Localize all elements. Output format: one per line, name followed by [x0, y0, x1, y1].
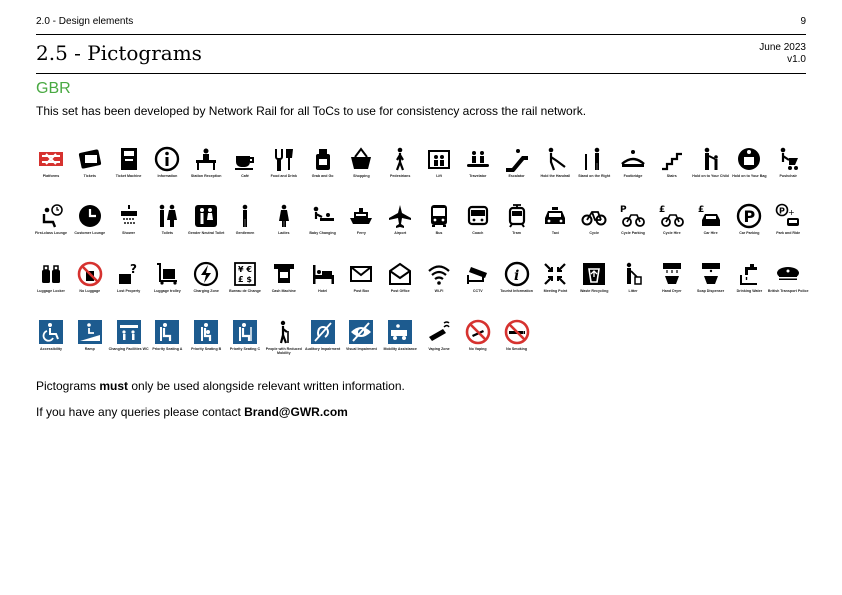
baby-change-icon [310, 203, 336, 229]
pictogram-item [458, 146, 498, 194]
svg-text:¥ €: ¥ € [238, 265, 252, 274]
pictogram-label: Auditory Impairment [305, 347, 341, 351]
svg-text:P: P [743, 207, 756, 226]
taxi-icon [542, 203, 568, 229]
car-hire-icon [698, 203, 724, 229]
pictogram-label: Meeting Point [543, 289, 568, 293]
neutral-toilet-icon [193, 203, 219, 229]
gentlemen-icon [232, 203, 258, 229]
pictogram-label: Drinking Water [736, 289, 763, 293]
pictogram-item [147, 319, 187, 367]
contact-email-link[interactable]: Brand@GWR.com [244, 405, 348, 419]
pictogram-label: Priority Seating C [229, 347, 261, 351]
gbr-subtitle: GBR [36, 80, 71, 97]
ticket-icon [77, 146, 103, 172]
pictogram-item [225, 319, 265, 367]
hand-dryer-icon [659, 261, 685, 287]
litter-icon [620, 261, 646, 287]
pictogram-label: No Smoking [506, 347, 528, 351]
pictogram-label: Soap Dispenser [697, 289, 725, 293]
lost-property-icon [116, 261, 142, 287]
hold-child-icon [698, 146, 724, 172]
svg-text:£ $: £ $ [238, 275, 252, 284]
pictogram-row [31, 146, 811, 194]
pictogram-label: Café [241, 174, 249, 178]
title-rule [36, 73, 806, 74]
pictogram-label: CCTV [472, 289, 483, 293]
footer-note-bold: must [99, 379, 129, 393]
rail-icon [38, 146, 64, 172]
svg-text:P: P [620, 205, 627, 215]
pictogram-item [303, 146, 343, 194]
pictogram-label: Information [157, 174, 178, 178]
cycle-parking-icon [620, 203, 646, 229]
pictogram-item [458, 203, 498, 251]
recycling-icon [581, 261, 607, 287]
pictogram-item [458, 261, 498, 309]
pictogram-label: Post Office [390, 289, 410, 293]
pictogram-item [574, 261, 614, 309]
svg-text:+: + [788, 208, 795, 217]
hold-bag-icon [736, 146, 762, 172]
pictogram-label: Cycle [589, 231, 599, 235]
pictogram-label: Cycle Hire [663, 231, 681, 235]
pictogram-label: Pushchair [779, 174, 797, 178]
pictogram-label: Ramp [84, 347, 95, 351]
post-office-icon [387, 261, 413, 287]
pictogram-item [109, 319, 149, 367]
footer-contact [36, 405, 348, 419]
pictogram-label: Hold on to Your Bag [732, 174, 767, 178]
pictogram-item [70, 146, 110, 194]
pictogram-item [70, 261, 110, 309]
pictogram-label: Wi-Fi [434, 289, 444, 293]
priority-seat-c-icon [232, 319, 258, 345]
pictogram-item [419, 261, 459, 309]
pictogram-item [380, 146, 420, 194]
footbridge-icon [620, 146, 646, 172]
pictogram-label: No Vaping [469, 347, 487, 351]
pictogram-label: Bus [435, 231, 443, 235]
pictogram-item [225, 203, 265, 251]
pictogram-item [691, 146, 731, 194]
pictogram-item [341, 203, 381, 251]
pictogram-item [186, 261, 226, 309]
pictogram-label: Lost Property [116, 289, 141, 293]
date-block [759, 42, 806, 66]
pictogram-item [652, 203, 692, 251]
pictogram-label: Post Box [353, 289, 370, 293]
footer-note [36, 379, 405, 393]
accessibility-icon [38, 319, 64, 345]
pictogram-label: Hotel [318, 289, 328, 293]
pictogram-item [652, 261, 692, 309]
pictogram-item [729, 203, 769, 251]
tap-icon [736, 261, 762, 287]
pictogram-item [419, 203, 459, 251]
handrail-icon [542, 146, 568, 172]
pictogram-row [31, 319, 811, 367]
pictogram-item [109, 261, 149, 309]
pictogram-label: Ticket Machine [115, 174, 142, 178]
pictogram-item [729, 146, 769, 194]
pictogram-label: Cash Machine [271, 289, 296, 293]
pictogram-label: Changing Facilities WC [108, 347, 149, 351]
pictogram-label: Ladies [278, 231, 290, 235]
version: v1.0 [787, 54, 806, 65]
bus-icon [426, 203, 452, 229]
pictogram-item [341, 319, 381, 367]
envelope-icon [348, 261, 374, 287]
pictogram-item [186, 146, 226, 194]
pictogram-item [380, 319, 420, 367]
priority-seat-a-icon [154, 319, 180, 345]
pictogram-label: Footbridge [623, 174, 643, 178]
stand-right-icon [581, 146, 607, 172]
pictogram-item [535, 261, 575, 309]
priority-seat-b-icon [193, 319, 219, 345]
pictogram-item [691, 261, 731, 309]
park-ride-icon [775, 203, 801, 229]
pictogram-label: Luggage Locker [37, 289, 65, 293]
pictogram-item [419, 146, 459, 194]
pictogram-label: Coach [472, 231, 484, 235]
pictogram-label: Luggage trolley [154, 289, 181, 293]
pedestrian-icon [387, 146, 413, 172]
pictogram-label: Grab and Go [311, 174, 334, 178]
pictogram-item [70, 319, 110, 367]
pictogram-item [458, 319, 498, 367]
pictogram-item [497, 146, 537, 194]
pictogram-item [497, 319, 537, 367]
pictogram-label: Escalator [508, 174, 525, 178]
pictogram-label: Gentlemen [235, 231, 255, 235]
pictogram-label: British Transport Police [767, 289, 809, 293]
wifi-icon [426, 261, 452, 287]
charging-icon [193, 261, 219, 287]
tram-icon [504, 203, 530, 229]
date: June 2023 [759, 42, 806, 53]
hotel-icon [310, 261, 336, 287]
pictogram-item [303, 203, 343, 251]
pictogram-item [419, 319, 459, 367]
pictogram-label: Mobility Assistance [383, 347, 417, 351]
pictogram-item [691, 203, 731, 251]
escalator-icon [504, 146, 530, 172]
pictogram-item [574, 146, 614, 194]
pictogram-label: Tickets [83, 174, 96, 178]
lounge-icon [38, 203, 64, 229]
pictogram-label: Taxi [551, 231, 559, 235]
pictogram-label: Customer Lounge [74, 231, 106, 235]
cctv-icon [465, 261, 491, 287]
lift-icon [426, 146, 452, 172]
pictogram-label: Toilets [161, 231, 174, 235]
stairs-icon [659, 146, 685, 172]
svg-text:i: i [513, 268, 519, 284]
pictogram-label: Station Reception [190, 174, 222, 178]
pictogram-item [264, 146, 304, 194]
pictogram-item [497, 203, 537, 251]
pictogram-item [109, 203, 149, 251]
pictogram-item [613, 261, 653, 309]
pictogram-label: Tourist Information [500, 289, 533, 293]
svg-text:£: £ [697, 205, 704, 215]
pictogram-label: Tram [512, 231, 521, 235]
hearing-icon [310, 319, 336, 345]
pictogram-item [768, 261, 808, 309]
pictogram-label: Stand on the Right [578, 174, 611, 178]
page-number: 9 [800, 16, 806, 27]
pictogram-item [613, 146, 653, 194]
coach-icon [465, 203, 491, 229]
pictogram-label: Bureau de Change [229, 289, 261, 293]
pictogram-item [147, 146, 187, 194]
shower-icon [116, 203, 142, 229]
pictogram-label: First-class Lounge [35, 231, 67, 235]
visual-icon [348, 319, 374, 345]
reception-icon [193, 146, 219, 172]
pictogram-label: Visual Impairment [345, 347, 377, 351]
pictogram-row [31, 261, 811, 309]
pictogram-label: Stairs [666, 174, 677, 178]
travelator-icon [465, 146, 491, 172]
pictogram-item [264, 261, 304, 309]
pictogram-item [147, 203, 187, 251]
pictogram-label: Priority Seating B [191, 347, 222, 351]
pictogram-item [31, 146, 71, 194]
parking-icon [736, 203, 762, 229]
page-title: 2.5 - Pictograms [36, 41, 202, 65]
svg-text:?: ? [129, 262, 137, 276]
pushchair-icon [775, 146, 801, 172]
footer-note-pre: Pictograms [36, 379, 100, 393]
pictogram-item [380, 203, 420, 251]
ladies-icon [271, 203, 297, 229]
pictogram-row [31, 203, 811, 251]
pictogram-item [225, 261, 265, 309]
pictogram-label: No Luggage [79, 289, 101, 293]
pictogram-item [303, 261, 343, 309]
clock-icon [77, 203, 103, 229]
footer-note-post: only be used alongside relevant written information. [128, 379, 405, 393]
atm-icon [271, 261, 297, 287]
info-italic-icon [504, 261, 530, 287]
currency-icon [232, 261, 258, 287]
pictogram-label: Park and Ride [776, 231, 801, 235]
pictogram-item [264, 203, 304, 251]
basket-icon [348, 146, 374, 172]
cafe-icon [232, 146, 258, 172]
pictogram-label: Accessibility [40, 347, 62, 351]
pictogram-item [70, 203, 110, 251]
bicycle-icon [581, 203, 607, 229]
pictogram-label: Platforms [42, 174, 60, 178]
no-luggage-icon [77, 261, 103, 287]
intro-text: This set has been developed by Network Rail for all ToCs to use for consistency across the rail network. [36, 104, 587, 118]
pictogram-label: Litter [628, 289, 638, 293]
pictogram-label: Hand Dryer [662, 289, 682, 293]
pictogram-label: Food and Drink [270, 174, 297, 178]
pictogram-item [31, 261, 71, 309]
pictogram-label: Charging Zone [193, 289, 219, 293]
pictogram-item [768, 203, 808, 251]
pictogram-item [31, 203, 71, 251]
cycle-hire-icon [659, 203, 685, 229]
pictogram-label: Car Hire [703, 231, 718, 235]
pictogram-label: Airport [394, 231, 407, 235]
top-rule [36, 34, 806, 35]
reduced-mobility-icon [271, 319, 297, 345]
pictogram-item [729, 261, 769, 309]
pictogram-item [109, 146, 149, 194]
soap-icon [698, 261, 724, 287]
no-vaping-icon [465, 319, 491, 345]
pictogram-label: Lift [436, 174, 442, 178]
pictogram-label: Travelator [469, 174, 487, 178]
ferry-icon [348, 203, 374, 229]
pictogram-item [186, 203, 226, 251]
svg-text:£: £ [658, 205, 666, 215]
pictogram-item [186, 319, 226, 367]
no-smoking-icon [504, 319, 530, 345]
food-drink-icon [271, 146, 297, 172]
pictogram-item [341, 261, 381, 309]
pictogram-label: Vaping Zone [428, 347, 450, 351]
pictogram-label: Hold the Handrail [540, 174, 571, 178]
pictogram-label: Cycle Parking [621, 231, 645, 235]
meeting-point-icon [542, 261, 568, 287]
luggage-locker-icon [38, 261, 64, 287]
pictogram-label: Priority Seating A [152, 347, 183, 351]
pictogram-label: Shower [122, 231, 136, 235]
pictogram-item [225, 146, 265, 194]
footer-contact-pre: If you have any queries please contact [36, 405, 245, 419]
pictogram-item [264, 319, 304, 367]
pictogram-item [613, 203, 653, 251]
ramp-icon [77, 319, 103, 345]
trolley-icon [154, 261, 180, 287]
pictogram-item [341, 146, 381, 194]
pictogram-item [574, 203, 614, 251]
pictogram-label: Shopping [353, 174, 370, 178]
mobility-icon [387, 319, 413, 345]
pictogram-item [380, 261, 420, 309]
pictogram-label: Gender Neutral Toilet [188, 231, 225, 235]
svg-text:P: P [779, 206, 786, 216]
pictogram-item [303, 319, 343, 367]
pictogram-item [535, 146, 575, 194]
toilets-icon [154, 203, 180, 229]
airplane-icon [387, 203, 413, 229]
grab-go-icon [310, 146, 336, 172]
info-icon [154, 146, 180, 172]
pictogram-item [497, 261, 537, 309]
pictogram-item [768, 146, 808, 194]
pictogram-label: Hold on to Your Child [692, 174, 729, 178]
pictogram-item [652, 146, 692, 194]
pictogram-label: People with Reduced Mobility [265, 347, 302, 356]
section-header: 2.0 - Design elements [36, 16, 134, 27]
ticket-machine-icon [116, 146, 142, 172]
pictogram-label: Baby Changing [309, 231, 336, 235]
pictogram-item [147, 261, 187, 309]
pictogram-label: Pedestrians [390, 174, 411, 178]
pictogram-item [31, 319, 71, 367]
pictogram-item [535, 203, 575, 251]
pictogram-label: Car Parking [739, 231, 760, 235]
police-cap-icon [775, 261, 801, 287]
pictogram-label: Waste Recycling [579, 289, 609, 293]
vaping-icon [426, 319, 452, 345]
changing-wc-icon [116, 319, 142, 345]
pictogram-label: Ferry [356, 231, 366, 235]
